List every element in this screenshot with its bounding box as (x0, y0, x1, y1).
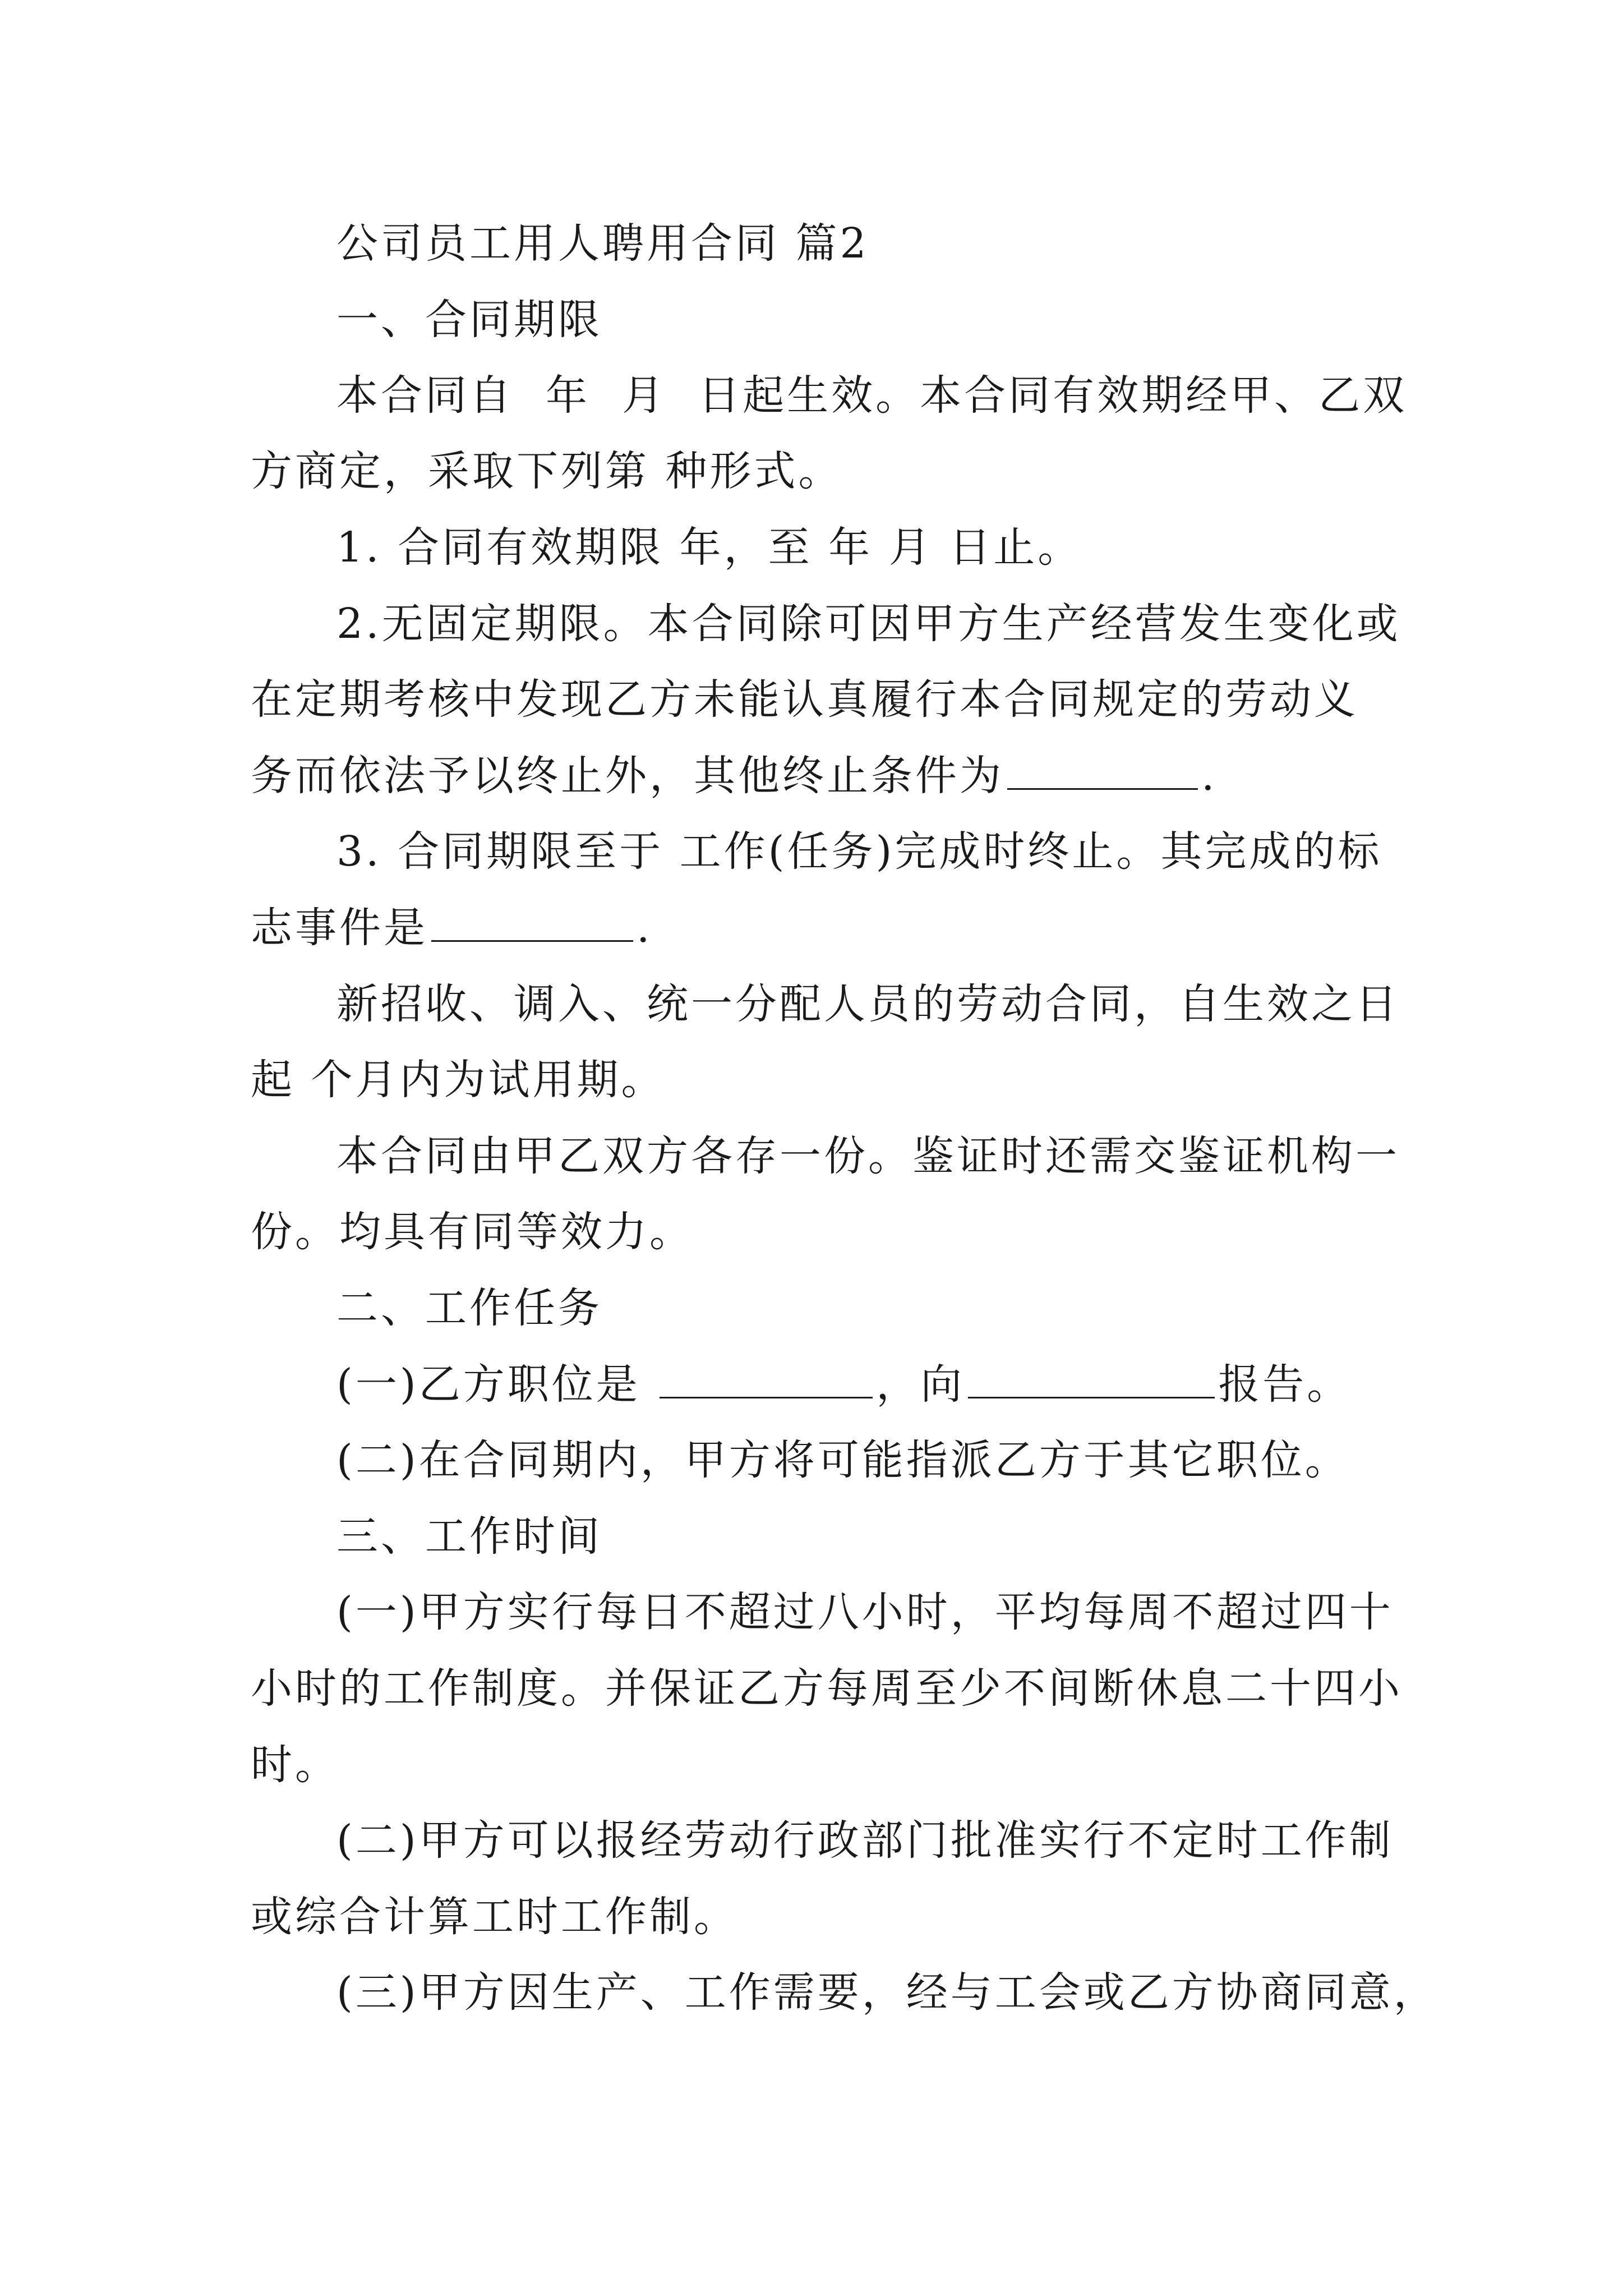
text-segment: 志事件是 (251, 904, 428, 952)
paragraph-line: 在定期考核中发现乙方未能认真履行本合同规定的劳动义 (251, 675, 1358, 724)
section-heading: 三、工作时间 (336, 1512, 602, 1561)
list-item (336, 1356, 1351, 1412)
fill-in-blank (431, 902, 633, 942)
text-segment: (一)乙方职位是 (336, 1360, 640, 1409)
paragraph-line: 时。 (251, 1741, 339, 1789)
fill-in-blank (1007, 750, 1198, 790)
paragraph-line: 本合同由甲乙双方各存一份。鉴证时还需交鉴证机构一 (336, 1132, 1400, 1180)
list-item: (二)甲方可以报经劳动行政部门批准实行不定时工作制 (336, 1816, 1394, 1865)
paragraph-line: 小时的工作制度。并保证乙方每周至少不间断休息二十四小 (251, 1664, 1403, 1713)
text-segment: . (1201, 752, 1218, 800)
paragraph-line: 份。均具有同等效力。 (251, 1208, 694, 1256)
paragraph-line (251, 900, 653, 956)
section-heading: 一、合同期限 (336, 296, 602, 344)
section-heading: 二、工作任务 (336, 1284, 602, 1332)
text-segment: ，向 (876, 1360, 965, 1409)
list-item: (一)甲方实行每日不超过八小时，平均每周不超过四十 (336, 1588, 1394, 1636)
paragraph-line: 新招收、调入、统一分配人员的劳动合同，自生效之日 (336, 980, 1400, 1028)
fill-in-blank (660, 1359, 873, 1398)
text-segment: . (637, 904, 653, 952)
list-item: (三)甲方因生产、工作需要，经与工会或乙方协商同意， (336, 1968, 1438, 2017)
document-title: 公司员工用人聘用合同 篇2 (336, 219, 869, 268)
paragraph-line (251, 748, 1218, 804)
paragraph-line: 或综合计算工时工作制。 (251, 1893, 738, 1941)
list-item: 2.无固定期限。本合同除可因甲方生产经营发生变化或 (336, 600, 1401, 648)
list-item: (二)在合同期内，甲方将可能指派乙方于其它职位。 (336, 1436, 1349, 1484)
list-item: 1. 合同有效期限 年，至 年 月 日止。 (336, 523, 1082, 572)
paragraph-line: 本合同自 年 月 日起生效。本合同有效期经甲、乙双 (336, 371, 1408, 420)
paragraph-line: 起 个月内为试用期。 (251, 1056, 666, 1104)
text-segment: 务而依法予以终止外，其他终止条件为 (251, 752, 1004, 800)
list-item: 3. 合同期限至于 工作(任务)完成时终止。其完成的标 (336, 827, 1382, 876)
fill-in-blank (968, 1359, 1215, 1398)
text-segment: 报告。 (1218, 1360, 1352, 1409)
paragraph-line: 方商定，采取下列第 种形式。 (251, 447, 843, 495)
